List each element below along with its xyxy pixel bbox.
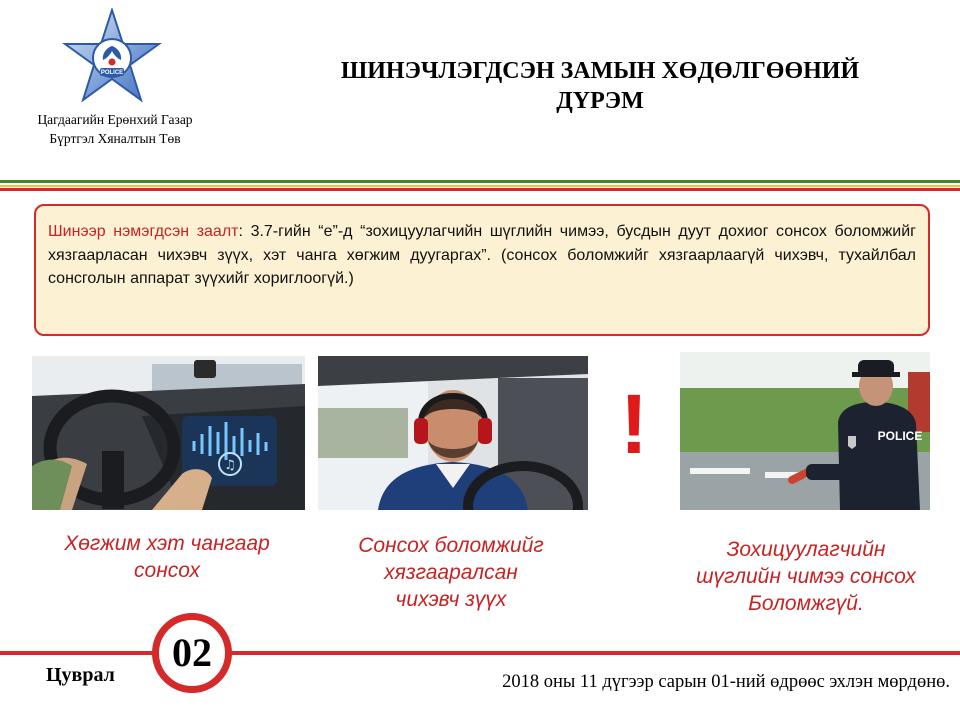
caption-line: чихэвч зүүх bbox=[395, 588, 507, 611]
svg-text:♫: ♫ bbox=[224, 458, 236, 473]
caption-line: Сонсох боломжийг bbox=[358, 534, 544, 557]
page-title bbox=[270, 56, 930, 116]
police-star-emblem-icon bbox=[62, 8, 162, 104]
series-number-badge: 02 bbox=[152, 613, 232, 693]
caption-line: Боломжгүй. bbox=[748, 592, 864, 615]
footer-divider bbox=[0, 651, 960, 655]
notice-text: : 3.7-гийн “е”-д “зохицуулагчийн шүглийн чимээ, бусдын дуут дохиог сонсох боломжийг хязгаарласан чихэвч зүүх, хэт чанга хөгжим дуугаргах”. (сонсох боломжийг хязгаарлаагүй чихэвч, тухайлбал сонсголын аппарат зүүхийг хориглоогүй.) bbox=[48, 223, 916, 287]
org-name-line1: Цагдаагийн Ерөнхий Газар bbox=[37, 112, 193, 127]
decorative-stripes bbox=[0, 180, 960, 192]
series-label: Цуврал bbox=[46, 664, 115, 686]
logo-band-text: POLICE bbox=[100, 70, 124, 77]
caption-line: шүглийн чимээ сонсох bbox=[696, 565, 916, 588]
exclamation-mark: ! bbox=[620, 377, 648, 471]
caption-headphones bbox=[306, 532, 596, 613]
page-title-line1: ШИНЭЧЛЭГДСЭН ЗАМЫН ХӨДӨЛГӨӨНИЙ bbox=[340, 58, 860, 84]
notice-highlight: Шинээр нэмэгдсэн заалт bbox=[48, 223, 239, 240]
org-name-line2: Бүртгэл Хяналтын Төв bbox=[49, 131, 181, 146]
caption-line: Зохицуулагчийн bbox=[726, 538, 886, 561]
caption-whistle bbox=[660, 536, 952, 617]
caption-line: хязгааралсан bbox=[384, 561, 518, 584]
car-music-dashboard-photo bbox=[32, 356, 305, 510]
caption-line: сонсох bbox=[134, 559, 200, 582]
police-officer-road-photo bbox=[680, 352, 930, 510]
rule-notice-box bbox=[34, 204, 930, 336]
driver-headphones-photo bbox=[318, 356, 588, 510]
caption-loud-music bbox=[22, 530, 312, 584]
police-patch-text: POLICE bbox=[877, 429, 923, 443]
effective-date-text: 2018 оны 11 дүгээр сарын 01-ний өдрөөс эхлэн мөрдөнө. bbox=[502, 672, 950, 692]
page-title-line2: ДҮРЭМ bbox=[556, 88, 644, 114]
caption-line: Хөгжим хэт чангаар bbox=[64, 532, 270, 555]
